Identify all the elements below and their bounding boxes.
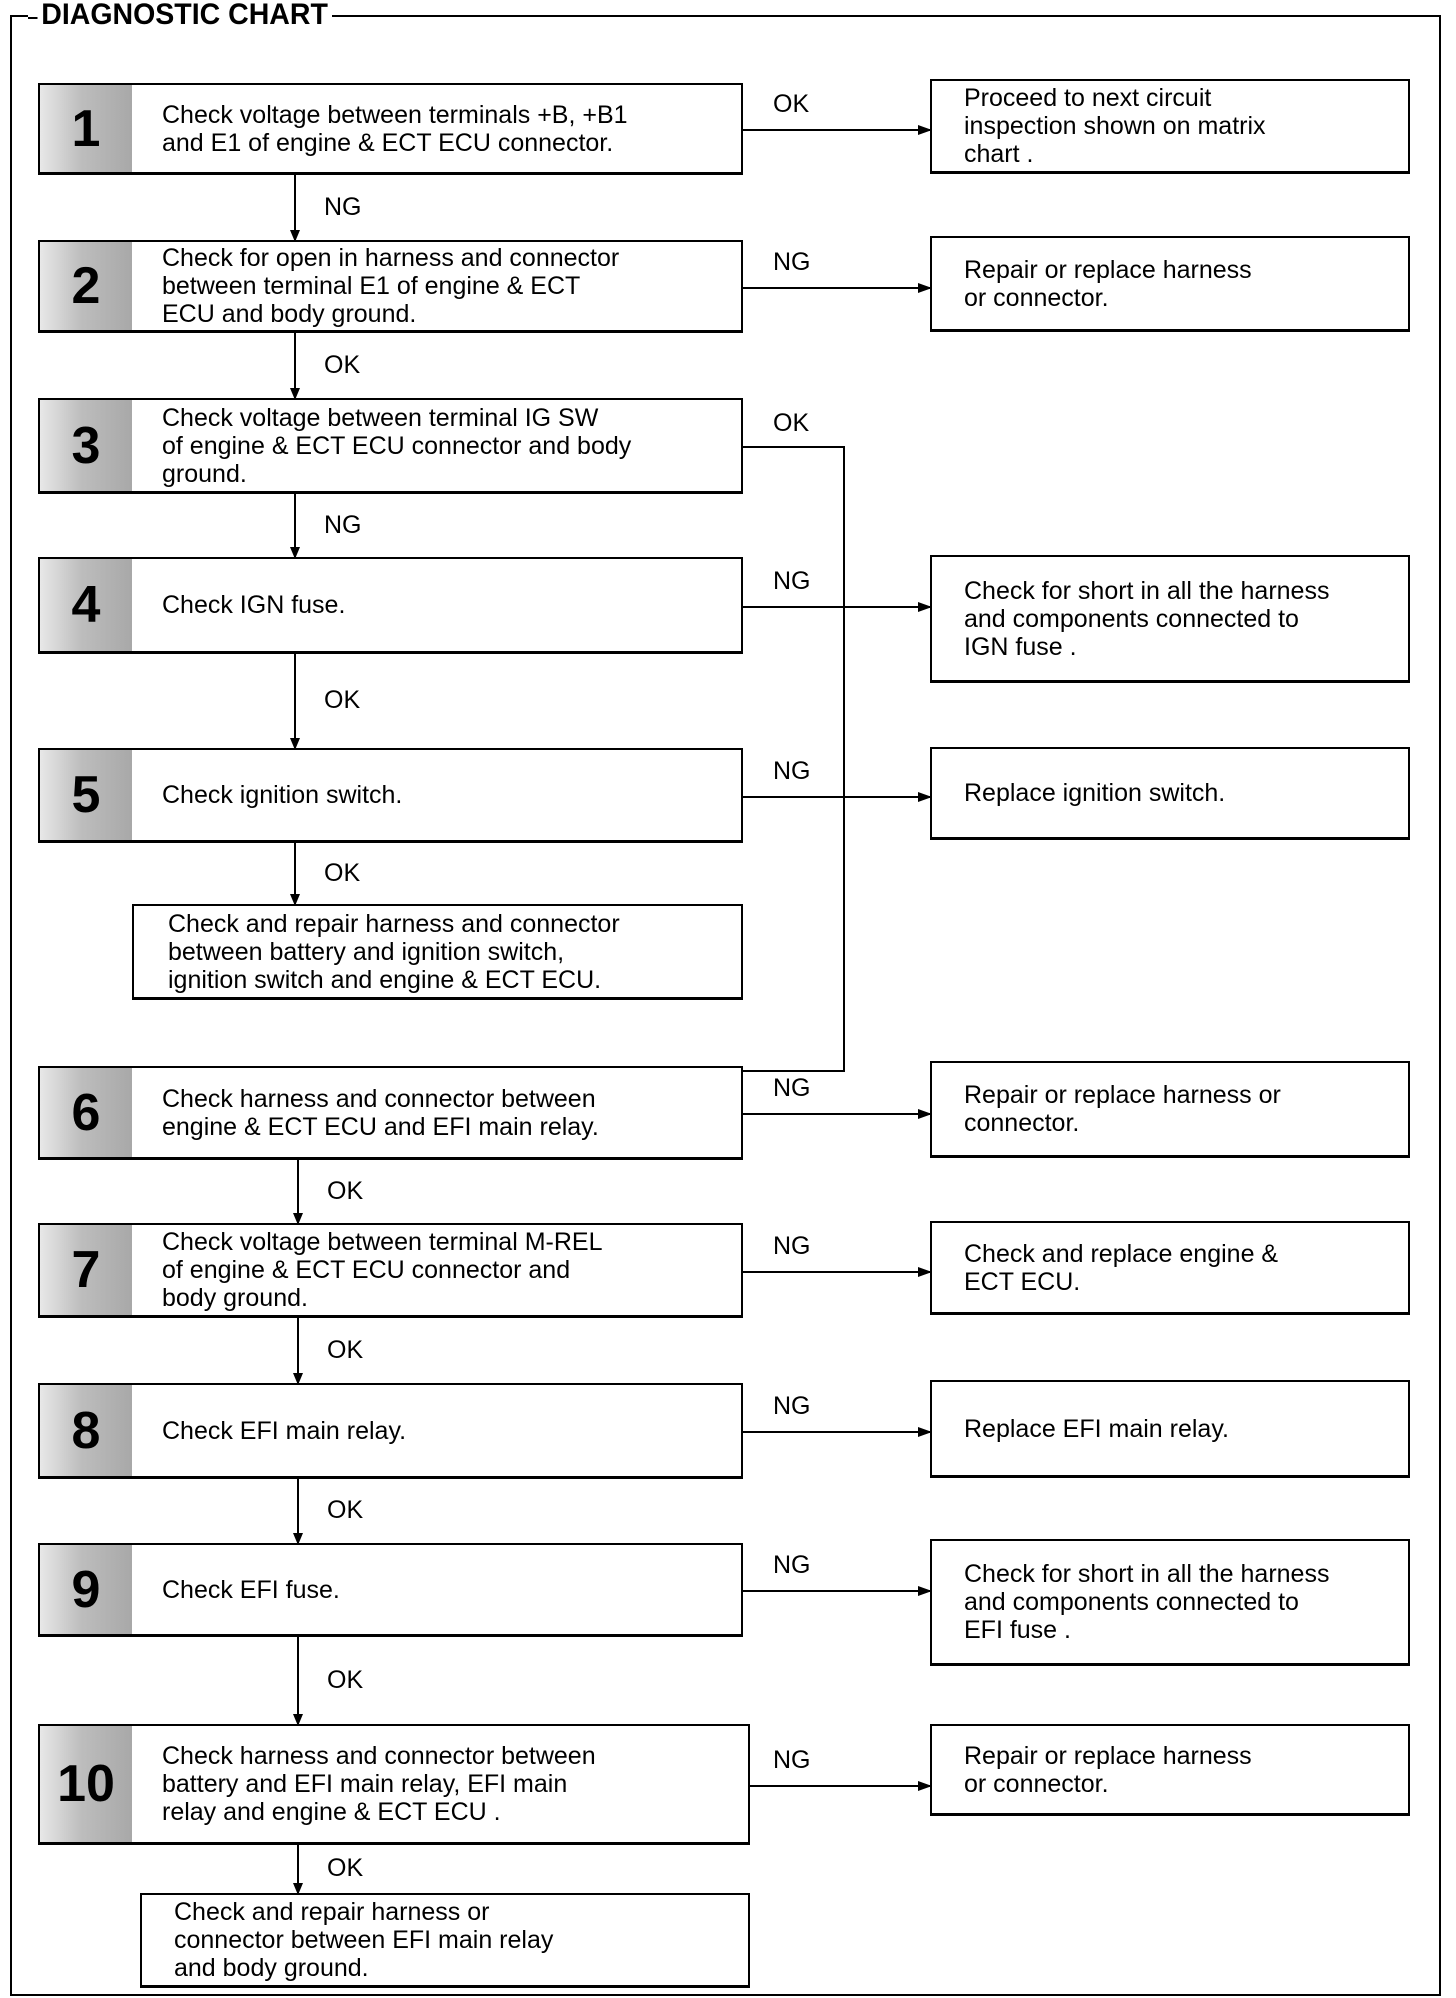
result-box-10 [930,1724,1410,1816]
next-arrow [294,175,296,240]
note-box-final [140,1893,750,1988]
result-box-1 [930,79,1410,174]
branch-arrow [743,1431,930,1433]
branch-label: NG [773,1392,811,1420]
branch-arrow [743,287,930,289]
note-text: Check and repair harness and connector between battery and ignition switch, ignition switch and engine & ECT ECU. [168,909,620,994]
branch-arrow [750,1785,930,1787]
branch-label: NG [773,757,811,785]
branch-arrow [743,1590,930,1592]
next-label: OK [324,350,361,379]
branch-arrow [743,796,930,798]
step-box-8 [38,1383,743,1479]
branch-label: NG [773,567,811,595]
step-text: Check EFI main relay. [162,1416,407,1445]
step-number: 2 [40,242,132,330]
result-box-2 [930,236,1410,332]
next-arrow [297,1479,299,1543]
branch-arrow [743,1271,930,1273]
step-text: Check EFI fuse. [162,1575,340,1604]
next-label: NG [324,192,362,221]
note-box-ignition [132,904,743,1000]
branch-arrow [743,1113,930,1115]
result-text: Check and replace engine & ECT ECU. [964,1239,1279,1296]
result-text: Proceed to next circuit inspection shown on matrix chart . [964,84,1266,168]
branch-label: NG [773,248,811,276]
branch-line [743,1070,845,1072]
step-text: Check voltage between terminal M-REL of engine & ECT ECU connector and body ground. [162,1228,603,1312]
step-text: Check voltage between terminal IG SW of engine & ECT ECU connector and body ground. [162,403,632,488]
result-text: Check for short in all the harness and components connected to EFI fuse . [964,1560,1330,1644]
next-label: OK [327,1665,364,1694]
next-label: OK [324,686,361,714]
result-text: Replace EFI main relay. [964,1414,1229,1443]
result-text: Repair or replace harness or connector. [964,1741,1252,1798]
step-number: 10 [40,1726,132,1842]
next-arrow [297,1845,299,1893]
step-number: 4 [40,559,132,651]
next-arrow [294,333,296,398]
branch-label: OK [773,409,810,437]
next-arrow [294,843,296,904]
next-label: OK [327,1496,364,1524]
step-text: Check ignition switch. [162,781,403,809]
chart-title: DIAGNOSTIC CHART [28,0,332,30]
branch-arrow [743,606,930,608]
result-box-9 [930,1539,1410,1666]
next-label: OK [327,1176,364,1205]
step-box-7 [38,1223,743,1318]
step-number: 6 [40,1068,132,1157]
result-text: Check for short in all the harness and components connected to IGN fuse . [964,576,1330,661]
branch-line [743,446,845,448]
branch-label: OK [773,90,810,118]
branch-line [843,446,845,1072]
step-number: 1 [40,85,132,172]
result-text: Repair or replace harness or connector. [964,255,1252,312]
result-box-6 [930,1061,1410,1158]
result-text: Replace ignition switch. [964,779,1226,807]
step-box-4 [38,557,743,654]
next-arrow [297,1160,299,1223]
step-number: 3 [40,400,132,491]
next-label: NG [324,510,362,539]
step-text: Check IGN fuse. [162,591,346,619]
step-box-5 [38,748,743,843]
note-text: Check and repair harness or connector between EFI main relay and body ground. [174,1898,554,1982]
result-box-4 [930,555,1410,683]
step-text: Check for open in harness and connector between terminal E1 of engine & ECT ECU and body ground. [162,244,620,328]
next-arrow [297,1318,299,1383]
next-arrow [294,494,296,557]
next-arrow [297,1637,299,1724]
next-label: OK [327,1854,364,1882]
next-label: OK [327,1335,364,1364]
next-label: OK [324,858,361,887]
branch-label: NG [773,1746,811,1774]
step-number: 5 [40,750,132,840]
step-number: 8 [40,1385,132,1476]
branch-label: NG [773,1551,811,1579]
step-text: Check voltage between terminals +B, +B1 and E1 of engine & ECT ECU connector. [162,100,628,157]
branch-label: NG [773,1232,811,1260]
step-number: 9 [40,1545,132,1634]
next-arrow [294,654,296,748]
branch-arrow [743,129,930,131]
result-text: Repair or replace harness or connector. [964,1081,1281,1137]
step-box-10 [38,1724,750,1845]
result-box-7 [930,1221,1410,1315]
result-box-8 [930,1380,1410,1478]
step-box-9 [38,1543,743,1637]
step-box-1 [38,83,743,175]
step-box-3 [38,398,743,494]
step-text: Check harness and connector between battery and EFI main relay, EFI main relay and engine & ECT ECU . [162,1742,596,1826]
step-text: Check harness and connector between engine & ECT ECU and EFI main relay. [162,1084,599,1141]
step-box-2 [38,240,743,333]
step-box-6 [38,1066,743,1160]
branch-label: NG [773,1074,811,1102]
step-number: 7 [40,1225,132,1315]
result-box-5 [930,747,1410,840]
